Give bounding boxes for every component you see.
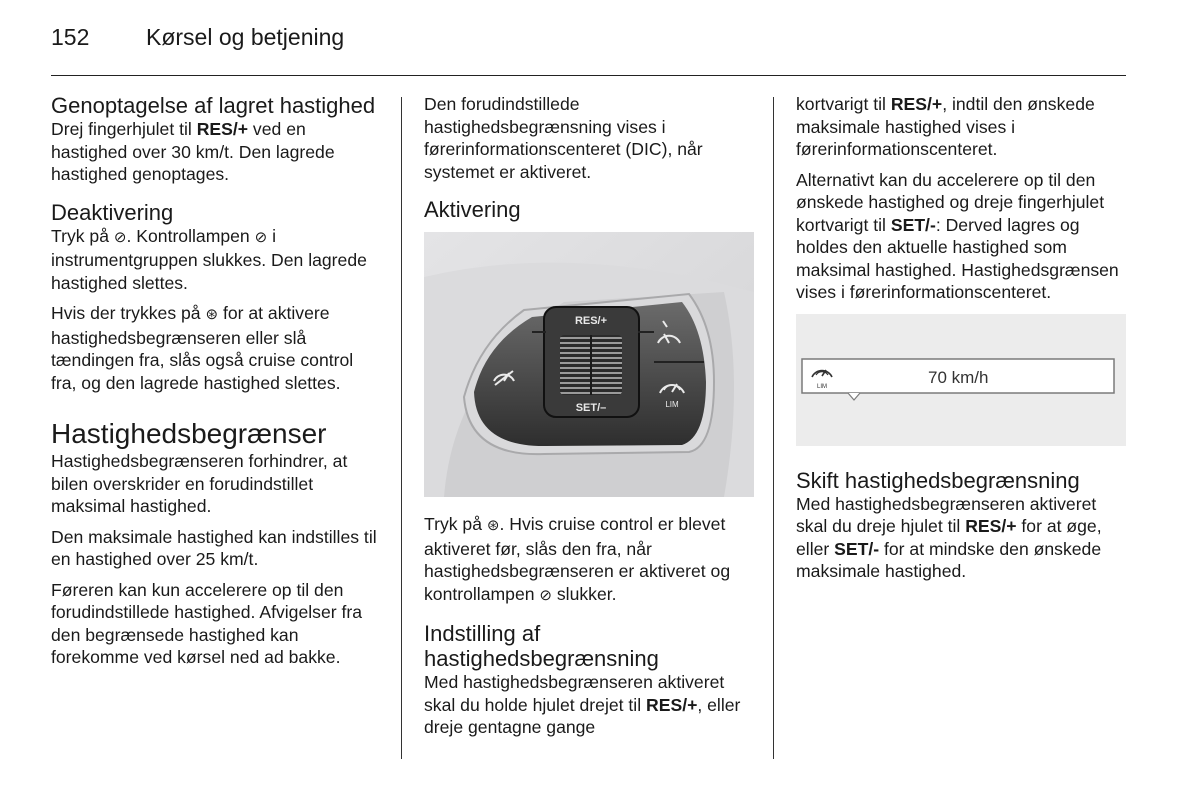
res-plus-label: RES/+ (890, 94, 943, 114)
text: Drej fingerhjulet til (51, 119, 197, 139)
speed-limiter-icon: ⊛ (486, 517, 500, 534)
text: Tryk på (51, 225, 114, 246)
res-plus-label: RES/+ (965, 516, 1017, 536)
paragraph-limiter-min: Den maksimale hastighed kan indstilles til en hastighed over 25 km/t. (51, 526, 377, 569)
text: Hvis der trykkes på (51, 303, 206, 323)
lim-label: LIM (665, 400, 679, 409)
dic-display-illustration (796, 314, 1126, 446)
set-minus-button-label: SET/– (575, 402, 607, 414)
column-divider-2 (773, 97, 774, 759)
header-rule (51, 75, 1126, 76)
text: : Derved lagres og holdes den aktuelle hastighed som maksimal hastighed. Hastighedsgrænsen vises i førerinformationscenteret. (796, 214, 1119, 302)
text: for at mindske den ønskede maksimale hastighed. (796, 538, 1102, 581)
text: Alternativt kan du accelerere op til den ønskede hastighed og dreje fingerhjulet kortvarigt til (796, 169, 1105, 235)
paragraph-limiter-press (51, 302, 383, 394)
text: , eller dreje gentagne gange (424, 694, 741, 737)
text: slukker. (551, 583, 617, 604)
cruise-control-icon: ⊘ (254, 228, 268, 246)
paragraph-resume (51, 118, 383, 186)
page-header (51, 24, 344, 51)
paragraph-alternative (796, 169, 1129, 304)
heading-change-limit: Skift hastighedsbegrænsning (796, 467, 1080, 493)
text: for at øge, eller (796, 516, 1102, 559)
text: . Kontrollampen (126, 225, 255, 246)
paragraph-dic: Den forudindstillede hastighedsbegrænsning vises i førerinformationscenteret (DIC), når systemet er aktiveret. (424, 94, 703, 182)
text: ved en hastighed over 30 km/t. Den lagrede hastighed genoptages. (51, 119, 335, 184)
paragraph-limiter-accel: Føreren kan kun accelerere op til den forudindstillede hastighed. Afvigelser fra den begrænsede hastighed kan forekomme ved kørsel ned ad bakke. (51, 579, 363, 667)
page-number: 152 (51, 24, 90, 50)
column-2 (424, 93, 754, 747)
paragraph-limiter-intro: Hastighedsbegrænseren forhindrer, at bilen overskrider en forudindstillet maksimal hastighed. (51, 451, 348, 516)
paragraph-continue (796, 93, 1129, 161)
text: Med hastighedsbegrænseren aktiveret skal du dreje hjulet til (796, 493, 1097, 536)
text: for at aktivere hastighedsbegrænseren eller slå tændingen fra, slås også cruise control fra, og den lagrede hastighed slettes. (51, 303, 354, 393)
dic-lim-label: LIM (816, 383, 828, 390)
heading-resume: Genoptagelse af lagret hastighed (51, 93, 376, 118)
res-plus-label: RES/+ (646, 694, 698, 715)
res-plus-label: RES/+ (196, 119, 249, 139)
paragraph-activation (424, 513, 754, 607)
text: Tryk på (424, 514, 487, 534)
text: i instrumentgruppen slukkes. Den lagrede hastighed slettes. (51, 225, 367, 293)
column-3 (796, 93, 1129, 591)
heading-speed-limiter: Hastighedsbegrænser (51, 418, 327, 449)
paragraph-setting (424, 671, 754, 739)
cruise-control-icon: ⊘ (113, 228, 127, 246)
text: kortvarigt til (796, 94, 891, 114)
heading-deactivation: Deaktivering (51, 199, 174, 225)
steering-wheel-controls-photo (424, 232, 754, 497)
paragraph-deactivation (51, 225, 383, 295)
set-minus-label: SET/- (890, 214, 936, 235)
cruise-control-icon: ⊘ (539, 586, 552, 604)
text: , indtil den ønskede maksimale hastighed vises i førerinformationscenteret. (796, 94, 1095, 159)
dic-speed-value: 70 km/h (928, 367, 989, 387)
paragraph-change-limit (796, 493, 1129, 583)
chapter-title: Kørsel og betjening (146, 24, 345, 50)
set-minus-label: SET/- (834, 538, 880, 559)
column-divider-1 (401, 97, 402, 759)
column-1 (51, 93, 383, 677)
heading-activation: Aktivering (424, 197, 521, 222)
text: Med hastighedsbegrænseren aktiveret skal du holde hjulet drejet til (424, 672, 725, 715)
res-plus-button-label: RES/+ (574, 315, 608, 327)
heading-setting: Indstilling af hastighedsbegrænsning (424, 621, 659, 671)
speed-limiter-icon: ⊛ (205, 306, 219, 323)
text: . Hvis cruise control er blevet aktiveret før, slås den fra, når hastighedsbegrænseren er aktiveret og kontrollampen (424, 514, 731, 604)
